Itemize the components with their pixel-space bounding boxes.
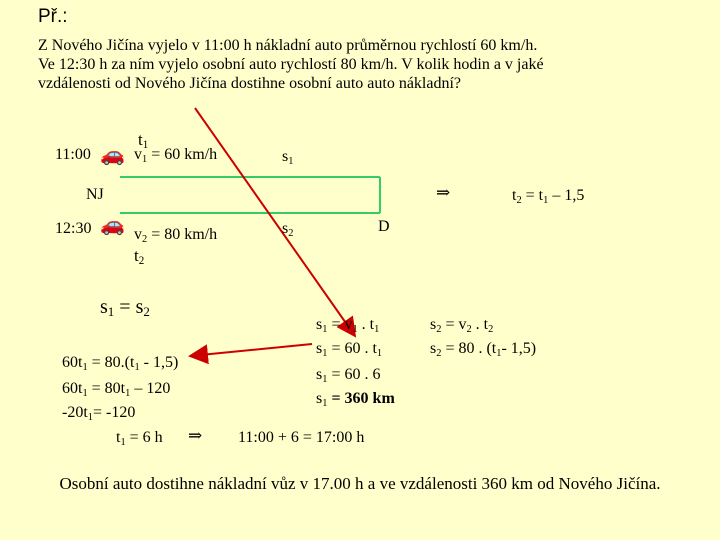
time-11: 11:00 (55, 146, 91, 163)
solve-line-1: $60t_1 = 80.(t_1 - 1,5)$ (62, 354, 179, 373)
start-label: NJ (86, 186, 104, 203)
s2-calc-line-2: $s_2 = 80$ . ($t_1-$ 1,5) (430, 340, 537, 359)
solve-line-4: $t_1 = 6$ h (116, 429, 163, 448)
time-result: 11:00 + 6 = 17:00 h (238, 429, 365, 446)
solve-line-3: $-20t_1= -120$ (62, 404, 136, 423)
implies-symbol-2: ⇒ (188, 426, 203, 445)
truck-time-label: $t_1$ (138, 130, 149, 151)
arrow-to-s1 (195, 108, 355, 336)
solve-line-2: $60t_1 = 80t_1 - 120$ (62, 380, 171, 399)
time-1230: 12:30 (55, 220, 92, 237)
truck-speed-label: $v_1 = 60$ km/h (134, 146, 218, 165)
problem-line-1: Z Nového Jičína vyjelo v 11:00 h nákladní auto průměrnou rychlostí 60 km/h. (38, 37, 538, 54)
implies-symbol-1: ⇒ (436, 183, 451, 202)
s2-calc-line-1: $s_2 = v_2$ . $t_2$ (430, 316, 494, 335)
conclusion: Osobní auto dostihne nákladní vůz v 17.00 h a ve vzdálenosti 360 km od Nového Jičína. (59, 474, 661, 493)
car-icon: 🚗 (100, 214, 125, 236)
car-speed-label: $v_2 = 80$ km/h (134, 226, 218, 245)
problem-line-3: vzdálenosti od Nového Jičína dostihne osobní auto auto nákladní? (38, 75, 462, 92)
s1-calc-line-1: $s_1 = v_1$ . $t_1$ (316, 316, 380, 335)
arrow-to-equation (190, 344, 312, 356)
car-time-label: $t_2$ (134, 246, 145, 267)
s1-label: $s_1$ (282, 148, 294, 167)
s1-calc-line-4: $s_1 = 360$ km (316, 390, 395, 409)
equation-s1-equals-s2: $s_1 = s_2$ (100, 296, 150, 319)
s2-label: $s_2$ (282, 220, 294, 239)
s1-calc-line-2: $s_1 = 60$ . $t_1$ (316, 340, 383, 359)
s1-calc-line-3: $s_1 = 60$ . 6 (316, 366, 381, 385)
meeting-point-label: D (378, 218, 390, 235)
problem-line-2: Ve 12:30 h za ním vyjelo osobní auto rychlostí 80 km/h. V kolik hodin a v jaké (38, 56, 544, 73)
page-title: Př.: (38, 6, 68, 27)
t2-relation: $t_2 = t_1 - 1,5$ (512, 187, 585, 206)
car-icon: 🚗 (100, 144, 125, 166)
